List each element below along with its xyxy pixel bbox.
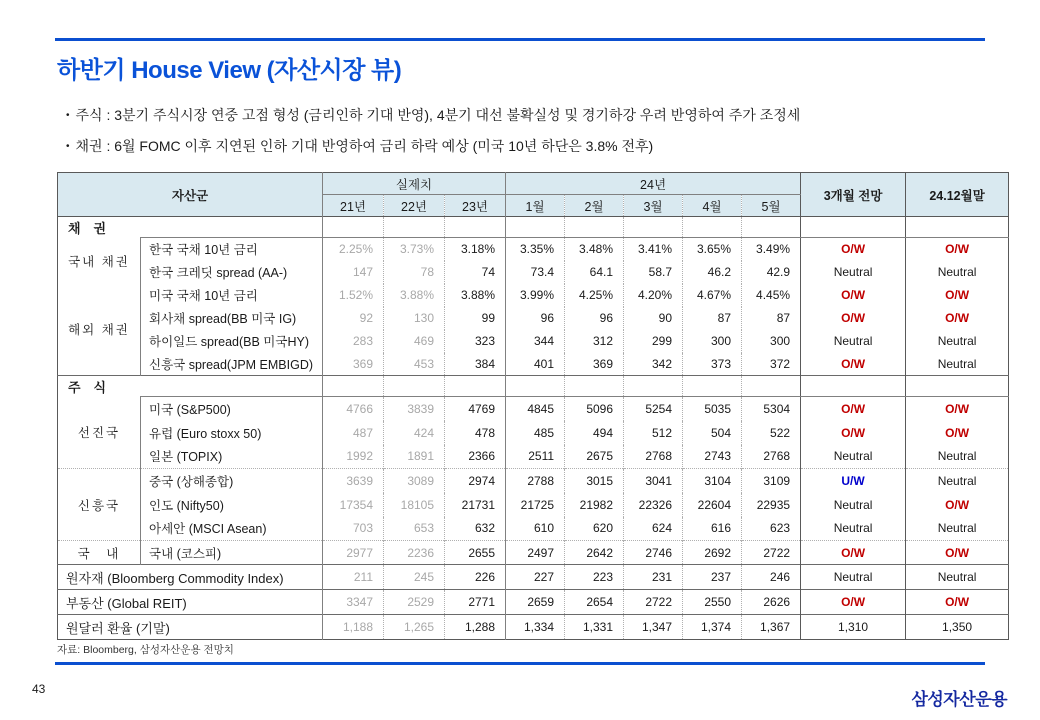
year-end-cell: O/W (906, 590, 1009, 615)
value-cell: 1,374 (683, 615, 742, 640)
value-cell: 424 (384, 421, 445, 445)
header-month: 4월 (683, 195, 742, 217)
year-end-cell: Neutral (906, 517, 1009, 541)
outlook-3m-cell: Neutral (801, 445, 906, 469)
value-cell: 2746 (624, 541, 683, 565)
value-cell: 73.4 (506, 261, 565, 284)
summary-bullets (66, 100, 800, 162)
value-cell: 2550 (683, 590, 742, 615)
value-cell: 3.73% (384, 238, 445, 261)
year-end-cell: Neutral (906, 353, 1009, 376)
value-cell: 2771 (445, 590, 506, 615)
value-cell: 369 (323, 353, 384, 376)
value-cell: 2654 (565, 590, 624, 615)
value-cell: 1,331 (565, 615, 624, 640)
value-cell: 283 (323, 330, 384, 353)
value-cell: 469 (384, 330, 445, 353)
value-cell: 494 (565, 421, 624, 445)
year-end-cell: O/W (906, 421, 1009, 445)
value-cell: 130 (384, 307, 445, 330)
group-cell: 국 내 (77, 546, 121, 561)
empty-cell (565, 376, 624, 397)
value-cell: 2626 (742, 590, 801, 615)
year-end-cell: O/W (906, 284, 1009, 307)
value-cell: 300 (742, 330, 801, 353)
value-cell: 2497 (506, 541, 565, 565)
value-cell: 21731 (445, 493, 506, 517)
value-cell: 3.48% (565, 238, 624, 261)
table-row (58, 421, 1009, 445)
empty-cell (141, 376, 323, 397)
value-cell: 616 (683, 517, 742, 541)
asset-name-cell: 아세안 (MSCI Asean) (141, 517, 323, 541)
asset-view-table (57, 172, 1009, 640)
outlook-3m-cell: U/W (801, 469, 906, 493)
value-cell: 231 (624, 565, 683, 590)
outlook-3m-cell: O/W (801, 307, 906, 330)
empty-cell (801, 217, 906, 238)
asset-name-cell: 원자재 (Bloomberg Commodity Index) (66, 570, 284, 586)
table-row (58, 517, 1009, 541)
value-cell: 3.88% (445, 284, 506, 307)
asset-name-cell: 유럽 (Euro stoxx 50) (141, 421, 323, 445)
value-cell: 703 (323, 517, 384, 541)
value-cell: 3.88% (384, 284, 445, 307)
value-cell: 344 (506, 330, 565, 353)
header-year: 22년 (384, 195, 445, 217)
bullet-icon: • (66, 110, 70, 121)
outlook-3m-cell: Neutral (801, 493, 906, 517)
value-cell: 78 (384, 261, 445, 284)
value-cell: 620 (565, 517, 624, 541)
header-year: 21년 (323, 195, 384, 217)
header-24y-group: 24년 (506, 173, 801, 195)
table-row (58, 565, 1009, 590)
value-cell: 3.41% (624, 238, 683, 261)
value-cell: 223 (565, 565, 624, 590)
empty-cell (565, 217, 624, 238)
value-cell: 237 (683, 565, 742, 590)
value-cell: 96 (506, 307, 565, 330)
outlook-3m-cell: O/W (801, 397, 906, 421)
empty-cell (323, 376, 384, 397)
value-cell: 3109 (742, 469, 801, 493)
value-cell: 1,288 (445, 615, 506, 640)
section-label: 주 식 (68, 379, 107, 395)
value-cell: 46.2 (683, 261, 742, 284)
value-cell: 21982 (565, 493, 624, 517)
value-cell: 227 (506, 565, 565, 590)
header-asset-group: 자산군 (58, 173, 323, 217)
table-row (58, 284, 1009, 307)
empty-cell (445, 376, 506, 397)
table-row (58, 469, 1009, 493)
value-cell: 299 (624, 330, 683, 353)
asset-name-cell: 회사채 spread(BB 미국 IG) (141, 307, 323, 330)
bullet-item-bond (66, 131, 800, 162)
value-cell: 2529 (384, 590, 445, 615)
value-cell: 3.18% (445, 238, 506, 261)
value-cell: 623 (742, 517, 801, 541)
source-note: 자료: Bloomberg, 삼성자산운용 전망치 (57, 644, 234, 656)
asset-name-cell: 국내 (코스피) (141, 541, 323, 565)
header-month: 5월 (742, 195, 801, 217)
value-cell: 58.7 (624, 261, 683, 284)
value-cell: 512 (624, 421, 683, 445)
table-header-row (58, 173, 1009, 195)
outlook-3m-cell: O/W (801, 541, 906, 565)
asset-name-cell: 한국 크레딧 spread (AA-) (141, 261, 323, 284)
value-cell: 17354 (323, 493, 384, 517)
value-cell: 211 (323, 565, 384, 590)
empty-cell (801, 376, 906, 397)
bullet-item-equity (66, 100, 800, 131)
value-cell: 3.65% (683, 238, 742, 261)
value-cell: 2655 (445, 541, 506, 565)
year-end-cell: Neutral (906, 445, 1009, 469)
value-cell: 487 (323, 421, 384, 445)
empty-cell (683, 217, 742, 238)
value-cell: 2366 (445, 445, 506, 469)
value-cell: 1,334 (506, 615, 565, 640)
value-cell: 87 (742, 307, 801, 330)
bullet-text: 채권 : 6월 FOMC 이후 지연된 인하 기대 반영하여 금리 하락 예상 (미국 10년 하단은 3.8% 전후) (75, 138, 654, 154)
outlook-3m-cell: O/W (801, 238, 906, 261)
value-cell: 3.35% (506, 238, 565, 261)
value-cell: 2.25% (323, 238, 384, 261)
outlook-3m-cell: O/W (801, 421, 906, 445)
value-cell: 478 (445, 421, 506, 445)
value-cell: 4769 (445, 397, 506, 421)
value-cell: 4.67% (683, 284, 742, 307)
value-cell: 632 (445, 517, 506, 541)
value-cell: 2768 (742, 445, 801, 469)
bottom-divider-rule (55, 662, 985, 665)
value-cell: 21725 (506, 493, 565, 517)
value-cell: 3.49% (742, 238, 801, 261)
value-cell: 1992 (323, 445, 384, 469)
value-cell: 3041 (624, 469, 683, 493)
value-cell: 2236 (384, 541, 445, 565)
year-end-cell: 1,350 (906, 615, 1009, 640)
outlook-3m-cell: Neutral (801, 330, 906, 353)
value-cell: 401 (506, 353, 565, 376)
section-label: 채 권 (68, 220, 107, 236)
value-cell: 87 (683, 307, 742, 330)
table-row (58, 590, 1009, 615)
value-cell: 1.52% (323, 284, 384, 307)
value-cell: 312 (565, 330, 624, 353)
value-cell: 1891 (384, 445, 445, 469)
group-cell: 선진국 (77, 426, 121, 441)
year-end-cell: O/W (906, 307, 1009, 330)
table-row (58, 541, 1009, 565)
group-cell: 신흥국 (77, 498, 121, 513)
value-cell: 42.9 (742, 261, 801, 284)
value-cell: 5096 (565, 397, 624, 421)
value-cell: 522 (742, 421, 801, 445)
value-cell: 2675 (565, 445, 624, 469)
outlook-3m-cell: 1,310 (801, 615, 906, 640)
empty-cell (141, 217, 323, 238)
value-cell: 99 (445, 307, 506, 330)
value-cell: 3104 (683, 469, 742, 493)
outlook-3m-cell: Neutral (801, 517, 906, 541)
asset-name-cell: 일본 (TOPIX) (141, 445, 323, 469)
value-cell: 147 (323, 261, 384, 284)
section-row-equity (58, 376, 1009, 397)
value-cell: 2768 (624, 445, 683, 469)
year-end-cell: O/W (906, 238, 1009, 261)
year-end-cell: Neutral (906, 469, 1009, 493)
empty-cell (624, 376, 683, 397)
value-cell: 3347 (323, 590, 384, 615)
table-row (58, 615, 1009, 640)
page-number: 43 (32, 682, 46, 696)
asset-name-cell: 신흥국 spread(JPM EMBIGD) (141, 353, 323, 376)
value-cell: 624 (624, 517, 683, 541)
empty-cell (742, 376, 801, 397)
value-cell: 22604 (683, 493, 742, 517)
value-cell: 1,188 (323, 615, 384, 640)
value-cell: 3.99% (506, 284, 565, 307)
empty-cell (506, 376, 565, 397)
value-cell: 4.45% (742, 284, 801, 307)
header-month: 2월 (565, 195, 624, 217)
bullet-icon: • (66, 141, 70, 152)
asset-name-cell: 중국 (상해종합) (141, 469, 323, 493)
value-cell: 5304 (742, 397, 801, 421)
value-cell: 4766 (323, 397, 384, 421)
bullet-text: 주식 : 3분기 주식시장 연중 고점 형성 (금리인하 기대 반영), 4분기 대선 불확실성 및 경기하강 우려 반영하여 주가 조정세 (75, 107, 801, 123)
header-actual-group: 실제치 (323, 173, 506, 195)
value-cell: 2788 (506, 469, 565, 493)
outlook-3m-cell: Neutral (801, 565, 906, 590)
asset-name-cell: 미국 (S&P500) (141, 397, 323, 421)
empty-cell (742, 217, 801, 238)
empty-cell (683, 376, 742, 397)
value-cell: 300 (683, 330, 742, 353)
empty-cell (445, 217, 506, 238)
table-row (58, 353, 1009, 376)
asset-name-cell: 부동산 (Global REIT) (66, 595, 187, 611)
outlook-3m-cell: Neutral (801, 261, 906, 284)
table-row (58, 261, 1009, 284)
empty-cell (906, 376, 1009, 397)
value-cell: 485 (506, 421, 565, 445)
outlook-3m-cell: O/W (801, 284, 906, 307)
value-cell: 384 (445, 353, 506, 376)
asset-name-cell: 하이일드 spread(BB 미국HY) (141, 330, 323, 353)
value-cell: 372 (742, 353, 801, 376)
value-cell: 3015 (565, 469, 624, 493)
value-cell: 226 (445, 565, 506, 590)
value-cell: 2659 (506, 590, 565, 615)
value-cell: 4.20% (624, 284, 683, 307)
value-cell: 246 (742, 565, 801, 590)
table-row (58, 445, 1009, 469)
empty-cell (323, 217, 384, 238)
company-logo: 삼성자산운용 (911, 690, 1007, 709)
page-title: 하반기 House View (자산시장 뷰) (57, 57, 402, 84)
value-cell: 1,265 (384, 615, 445, 640)
value-cell: 18105 (384, 493, 445, 517)
value-cell: 22326 (624, 493, 683, 517)
empty-cell (906, 217, 1009, 238)
value-cell: 373 (683, 353, 742, 376)
value-cell: 2722 (624, 590, 683, 615)
empty-cell (384, 217, 445, 238)
value-cell: 2642 (565, 541, 624, 565)
value-cell: 323 (445, 330, 506, 353)
header-month: 3월 (624, 195, 683, 217)
asset-name-cell: 한국 국채 10년 금리 (141, 238, 323, 261)
asset-name-cell: 미국 국채 10년 금리 (141, 284, 323, 307)
empty-cell (506, 217, 565, 238)
year-end-cell: O/W (906, 541, 1009, 565)
table-row (58, 307, 1009, 330)
value-cell: 4.25% (565, 284, 624, 307)
header-year: 23년 (445, 195, 506, 217)
year-end-cell: O/W (906, 397, 1009, 421)
outlook-3m-cell: O/W (801, 590, 906, 615)
value-cell: 610 (506, 517, 565, 541)
value-cell: 3089 (384, 469, 445, 493)
value-cell: 92 (323, 307, 384, 330)
value-cell: 4845 (506, 397, 565, 421)
empty-cell (624, 217, 683, 238)
value-cell: 653 (384, 517, 445, 541)
year-end-cell: O/W (906, 493, 1009, 517)
header-year-end: 24.12월말 (906, 173, 1009, 217)
value-cell: 2692 (683, 541, 742, 565)
value-cell: 64.1 (565, 261, 624, 284)
year-end-cell: Neutral (906, 330, 1009, 353)
value-cell: 453 (384, 353, 445, 376)
asset-name-cell: 인도 (Nifty50) (141, 493, 323, 517)
value-cell: 2974 (445, 469, 506, 493)
value-cell: 3639 (323, 469, 384, 493)
table-row (58, 238, 1009, 261)
value-cell: 2722 (742, 541, 801, 565)
top-divider-rule (55, 38, 985, 41)
value-cell: 74 (445, 261, 506, 284)
value-cell: 245 (384, 565, 445, 590)
value-cell: 5035 (683, 397, 742, 421)
group-cell: 국내 채권 (68, 254, 130, 269)
group-cell: 해외 채권 (68, 323, 130, 338)
table-row (58, 330, 1009, 353)
value-cell: 5254 (624, 397, 683, 421)
value-cell: 504 (683, 421, 742, 445)
value-cell: 2977 (323, 541, 384, 565)
value-cell: 1,347 (624, 615, 683, 640)
value-cell: 22935 (742, 493, 801, 517)
empty-cell (384, 376, 445, 397)
value-cell: 2743 (683, 445, 742, 469)
header-month: 1월 (506, 195, 565, 217)
value-cell: 96 (565, 307, 624, 330)
value-cell: 369 (565, 353, 624, 376)
value-cell: 3839 (384, 397, 445, 421)
asset-name-cell: 원달러 환율 (기말) (66, 620, 170, 636)
table-row (58, 397, 1009, 421)
year-end-cell: Neutral (906, 261, 1009, 284)
value-cell: 1,367 (742, 615, 801, 640)
value-cell: 342 (624, 353, 683, 376)
value-cell: 2511 (506, 445, 565, 469)
table-row (58, 493, 1009, 517)
outlook-3m-cell: O/W (801, 353, 906, 376)
header-3m-outlook: 3개월 전망 (801, 173, 906, 217)
section-row-bond (58, 217, 1009, 238)
year-end-cell: Neutral (906, 565, 1009, 590)
value-cell: 90 (624, 307, 683, 330)
